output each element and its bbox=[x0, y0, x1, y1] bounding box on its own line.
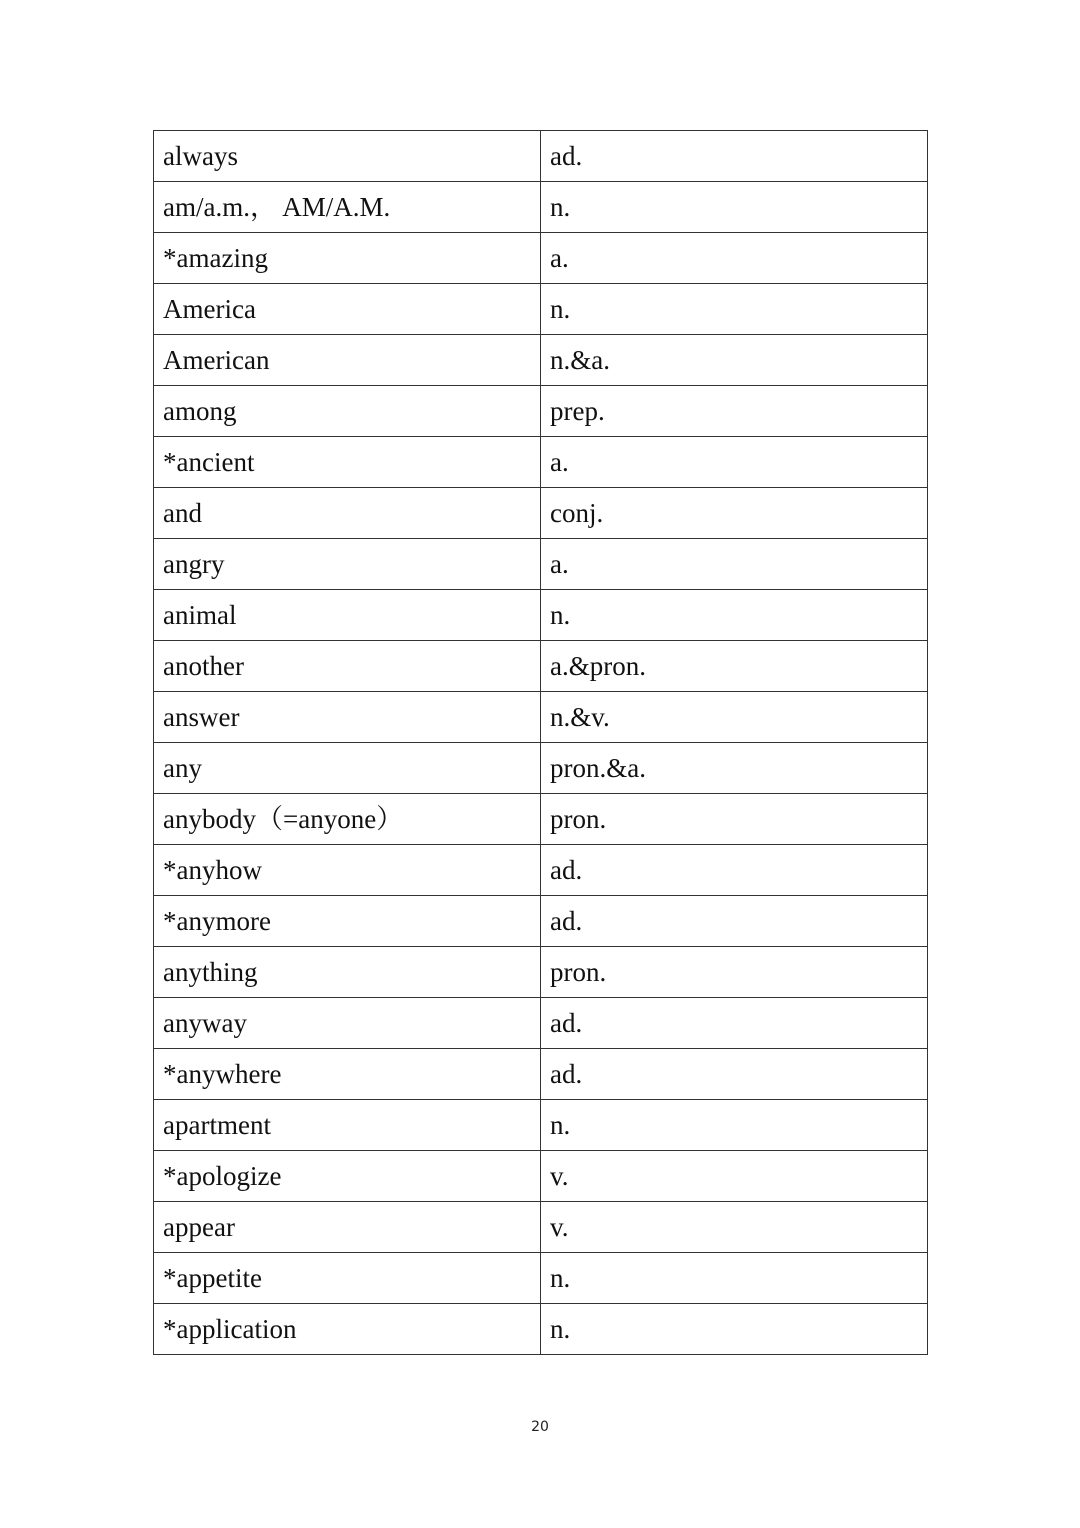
table-row bbox=[154, 131, 928, 182]
part-of-speech-cell: a. bbox=[541, 233, 928, 284]
word-cell: anybody（=anyone） bbox=[154, 794, 541, 845]
word-cell: animal bbox=[154, 590, 541, 641]
word-cell: any bbox=[154, 743, 541, 794]
part-of-speech-cell: ad. bbox=[541, 998, 928, 1049]
part-of-speech-cell: n. bbox=[541, 590, 928, 641]
table-row bbox=[154, 233, 928, 284]
page-number: 20 bbox=[531, 1419, 549, 1435]
part-of-speech-cell: pron.&a. bbox=[541, 743, 928, 794]
word-cell: *anymore bbox=[154, 896, 541, 947]
word-cell: anything bbox=[154, 947, 541, 998]
part-of-speech-cell: n.&v. bbox=[541, 692, 928, 743]
table-row bbox=[154, 743, 928, 794]
table-row bbox=[154, 1100, 928, 1151]
part-of-speech-cell: v. bbox=[541, 1151, 928, 1202]
table-row bbox=[154, 1049, 928, 1100]
part-of-speech-cell: ad. bbox=[541, 1049, 928, 1100]
part-of-speech-cell: n. bbox=[541, 284, 928, 335]
table-row bbox=[154, 947, 928, 998]
word-cell: among bbox=[154, 386, 541, 437]
table-row bbox=[154, 386, 928, 437]
table-row bbox=[154, 437, 928, 488]
part-of-speech-cell: ad. bbox=[541, 845, 928, 896]
word-cell: *apologize bbox=[154, 1151, 541, 1202]
word-cell: *ancient bbox=[154, 437, 541, 488]
part-of-speech-cell: n. bbox=[541, 182, 928, 233]
part-of-speech-cell: ad. bbox=[541, 896, 928, 947]
table-row bbox=[154, 539, 928, 590]
part-of-speech-cell: conj. bbox=[541, 488, 928, 539]
word-cell: always bbox=[154, 131, 541, 182]
part-of-speech-cell: n. bbox=[541, 1253, 928, 1304]
part-of-speech-cell: ad. bbox=[541, 131, 928, 182]
word-cell: apartment bbox=[154, 1100, 541, 1151]
word-cell: America bbox=[154, 284, 541, 335]
vocabulary-table bbox=[153, 130, 928, 1355]
part-of-speech-cell: prep. bbox=[541, 386, 928, 437]
table-row bbox=[154, 845, 928, 896]
table-row bbox=[154, 794, 928, 845]
table-row bbox=[154, 1151, 928, 1202]
table-row bbox=[154, 1202, 928, 1253]
table-row bbox=[154, 335, 928, 386]
word-cell: *anywhere bbox=[154, 1049, 541, 1100]
table-row bbox=[154, 1304, 928, 1355]
word-cell: anyway bbox=[154, 998, 541, 1049]
table-row bbox=[154, 896, 928, 947]
word-cell: am/a.m.， AM/A.M. bbox=[154, 182, 541, 233]
word-cell: appear bbox=[154, 1202, 541, 1253]
word-cell: *appetite bbox=[154, 1253, 541, 1304]
word-cell: American bbox=[154, 335, 541, 386]
part-of-speech-cell: n. bbox=[541, 1100, 928, 1151]
table-row bbox=[154, 488, 928, 539]
word-cell: angry bbox=[154, 539, 541, 590]
part-of-speech-cell: n. bbox=[541, 1304, 928, 1355]
table-row bbox=[154, 641, 928, 692]
table-row bbox=[154, 182, 928, 233]
word-cell: and bbox=[154, 488, 541, 539]
word-cell: *amazing bbox=[154, 233, 541, 284]
word-cell: *anyhow bbox=[154, 845, 541, 896]
table-row bbox=[154, 692, 928, 743]
word-cell: another bbox=[154, 641, 541, 692]
part-of-speech-cell: v. bbox=[541, 1202, 928, 1253]
part-of-speech-cell: a. bbox=[541, 437, 928, 488]
part-of-speech-cell: pron. bbox=[541, 794, 928, 845]
table-row bbox=[154, 1253, 928, 1304]
word-cell: *application bbox=[154, 1304, 541, 1355]
word-cell: answer bbox=[154, 692, 541, 743]
table-row bbox=[154, 284, 928, 335]
table-row bbox=[154, 590, 928, 641]
part-of-speech-cell: pron. bbox=[541, 947, 928, 998]
part-of-speech-cell: a.&pron. bbox=[541, 641, 928, 692]
part-of-speech-cell: a. bbox=[541, 539, 928, 590]
table-row bbox=[154, 998, 928, 1049]
part-of-speech-cell: n.&a. bbox=[541, 335, 928, 386]
vocabulary-table-body bbox=[154, 131, 928, 1355]
